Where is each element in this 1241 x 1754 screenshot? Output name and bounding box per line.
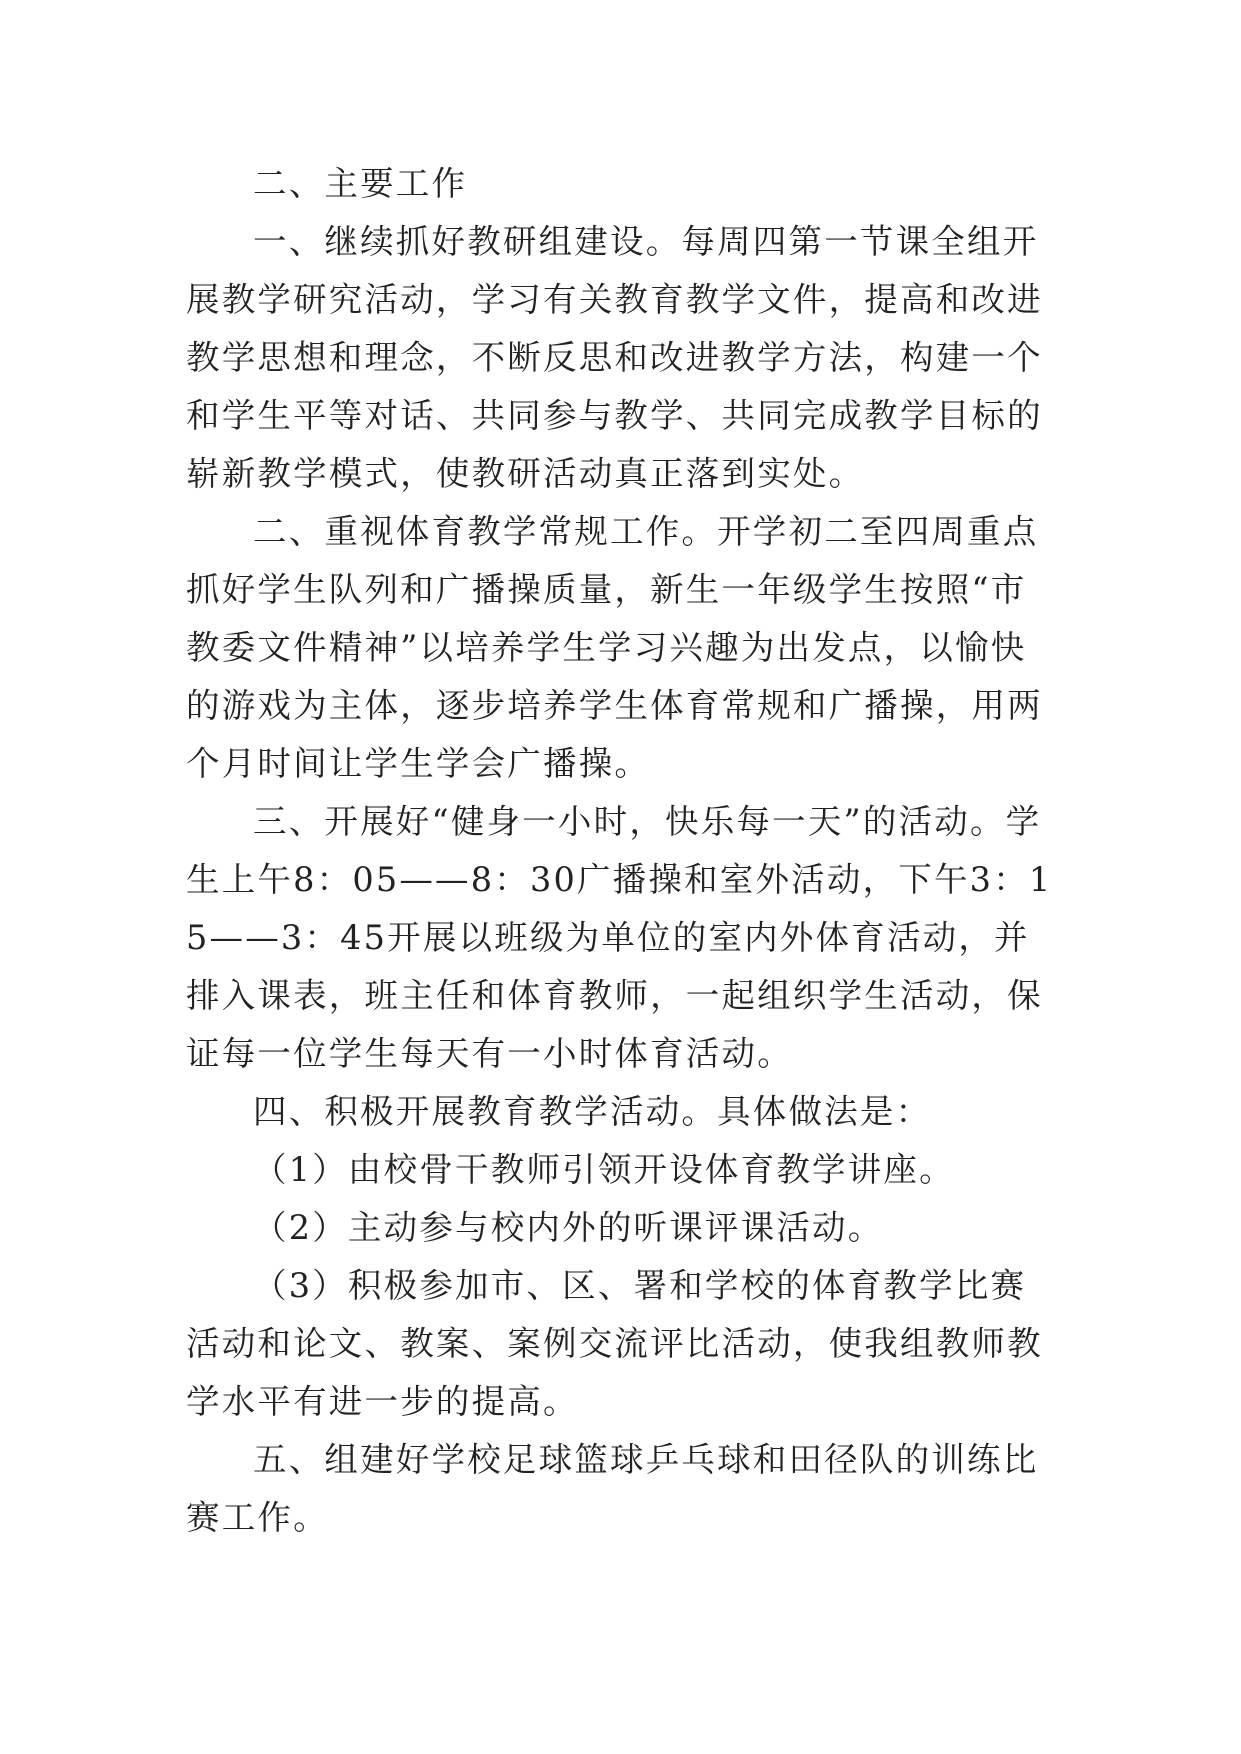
paragraph-item-2: 二、重视体育教学常规工作。开学初二至四周重点抓好学生队列和广播操质量，新生一年级学生按照“市教委文件精神”以培养学生学习兴趣为出发点，以愉快的游戏为主体，逐步培养学生体育常规和广播操，用两个月时间让学生学会广播操。 bbox=[186, 512, 1043, 783]
paragraph-item-3: 三、开展好“健身一小时，快乐每一天”的活动。学生上午8：05——8：30广播操和室外活动，下午3：15——3：45开展以班级为单位的室内外体育活动，并排入课表，班主任和体育教师，一起组织学生活动，保证每一位学生每天有一小时体育活动。 bbox=[186, 802, 1053, 1073]
sub-item-3: （3）积极参加市、区、署和学校的体育教学比赛活动和论文、教案、案例交流评比活动，使我组教师教学水平有进一步的提高。 bbox=[186, 1266, 1043, 1421]
paragraph-item-4: 四、积极开展教育教学活动。具体做法是： bbox=[253, 1092, 932, 1131]
document-body bbox=[186, 155, 1056, 1547]
sub-item-1: （1）由校骨干教师引领开设体育教学讲座。 bbox=[253, 1150, 955, 1189]
paragraph-item-1: 一、继续抓好教研组建设。每周四第一节课全组开展教学研究活动，学习有关教育教学文件，提高和改进教学思想和理念，不断反思和改进教学方法，构建一个和学生平等对话、共同参与教学、共同完成教学目标的崭新教学模式，使教研活动真正落到实处。 bbox=[186, 222, 1043, 493]
section-heading: 二、主要工作 bbox=[253, 164, 468, 203]
sub-item-2: （2）主动参与校内外的听课评课活动。 bbox=[253, 1208, 884, 1247]
paragraph-item-5: 五、组建好学校足球篮球乒乓球和田径队的训练比赛工作。 bbox=[186, 1440, 1039, 1537]
